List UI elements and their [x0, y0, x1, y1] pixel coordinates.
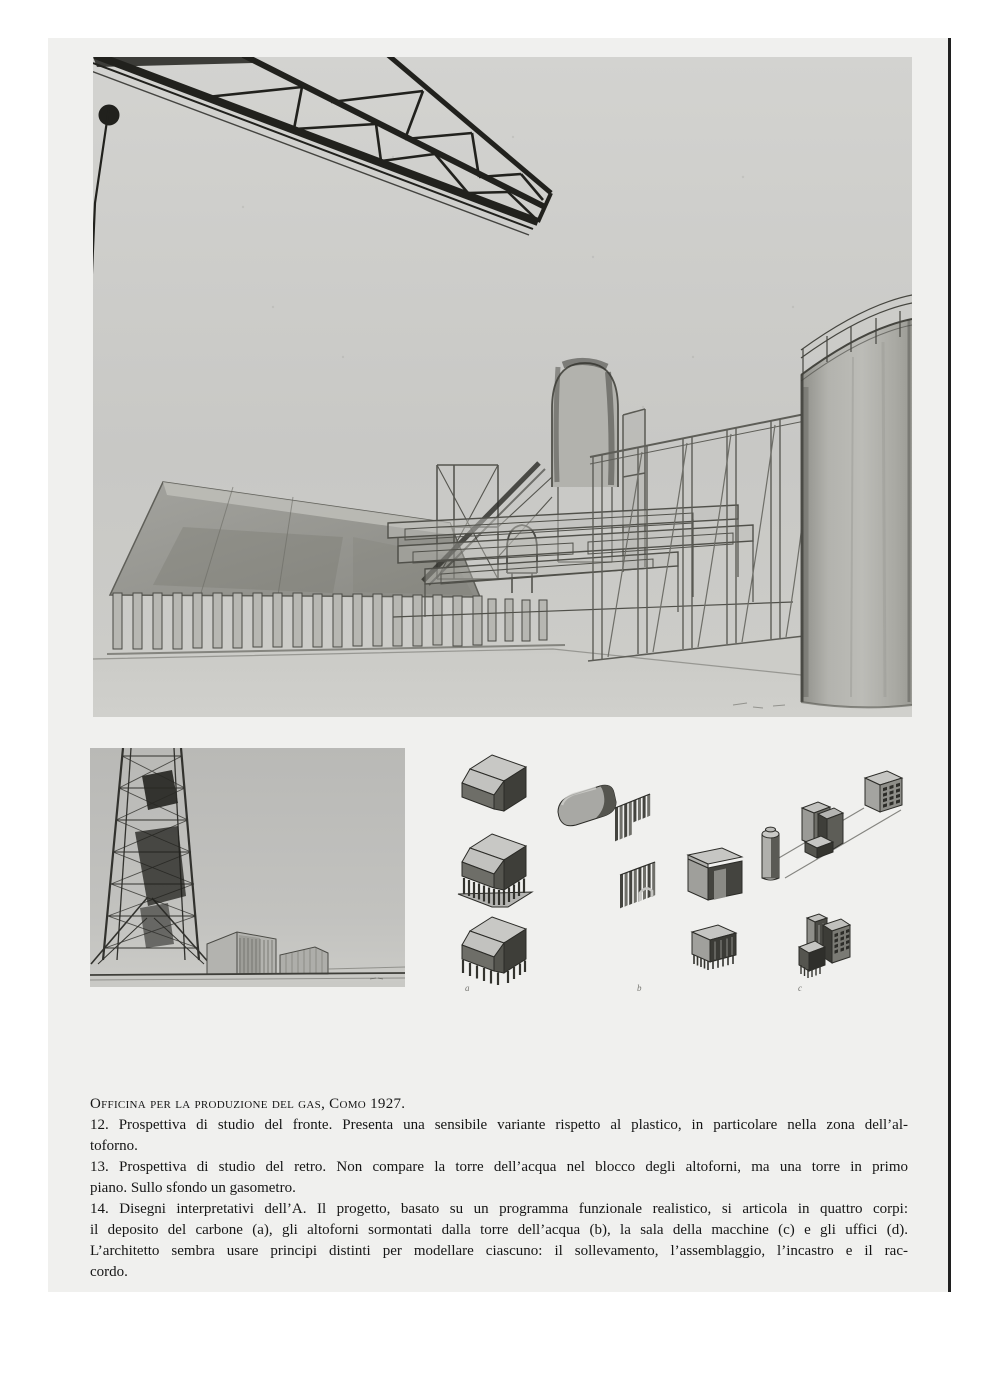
caption-heading: Officina per la produzione del gas, Como 1927.: [90, 1096, 406, 1112]
diagram-grid-cube: [865, 771, 902, 812]
caption-line: piano. Sullo sfondo un gasometro.: [90, 1180, 296, 1196]
caption-line: L’architetto sembra usare principi distinti per modellare ciascuno: il sollevamento, l’assemblaggio, l’incastro e il rac-: [90, 1243, 908, 1259]
figure-caption-block: [90, 1094, 908, 1283]
diagram-label-b: b: [637, 983, 642, 993]
figure-14-interpretive-diagrams: [450, 750, 910, 995]
diagram-chamfer-block-stilts: [462, 917, 526, 985]
page-sheet: [48, 38, 951, 1292]
caption-line: cordo.: [90, 1264, 128, 1280]
diagram-chamfer-block-lifted: [458, 834, 532, 907]
diagram-pilotis-block: [692, 925, 736, 970]
caption-line: toforno.: [90, 1138, 138, 1154]
diagram-label-c: c: [798, 983, 802, 993]
caption-line: 14. Disegni interpretativi dell’A. Il progetto, basato su un programma funzionale realistico, si articola in quattro corpi:: [90, 1201, 908, 1217]
diagram-letter-labels: [465, 983, 802, 993]
caption-line: 13. Prospettiva di studio del retro. Non compare la torre dell’acqua nel blocco degli altoforni, ma una torre in primo: [90, 1159, 908, 1175]
figure-12-perspective-front-drawing: [93, 57, 912, 717]
diagram-fin-block: [615, 794, 650, 841]
perspective-rear-svg: [90, 748, 405, 987]
diagram-cylinder: [762, 827, 779, 880]
diagram-assembly-blocks: [802, 802, 843, 858]
diagram-open-box: [688, 848, 742, 900]
interpretive-diagrams-svg: [450, 750, 910, 995]
perspective-front-svg: [93, 57, 912, 717]
diagram-towers-building: [799, 914, 850, 978]
diagram-label-a: a: [465, 983, 470, 993]
caption-line: 12. Prospettiva di studio del fronte. Presenta una sensibile variante rispetto al plastico, in particolare nella zona dell’al-: [90, 1117, 908, 1133]
caption-line: il deposito del carbone (a), gli altoforni sormontati dalla torre dell’acqua (b), la sala della macchine (c) e gli uffici (d).: [90, 1222, 908, 1238]
diagram-chamfer-block: [462, 755, 526, 811]
diagram-fin-block-arch: [620, 862, 655, 909]
figure-13-perspective-rear-drawing: [90, 748, 405, 987]
diagram-barrel: [558, 785, 616, 825]
